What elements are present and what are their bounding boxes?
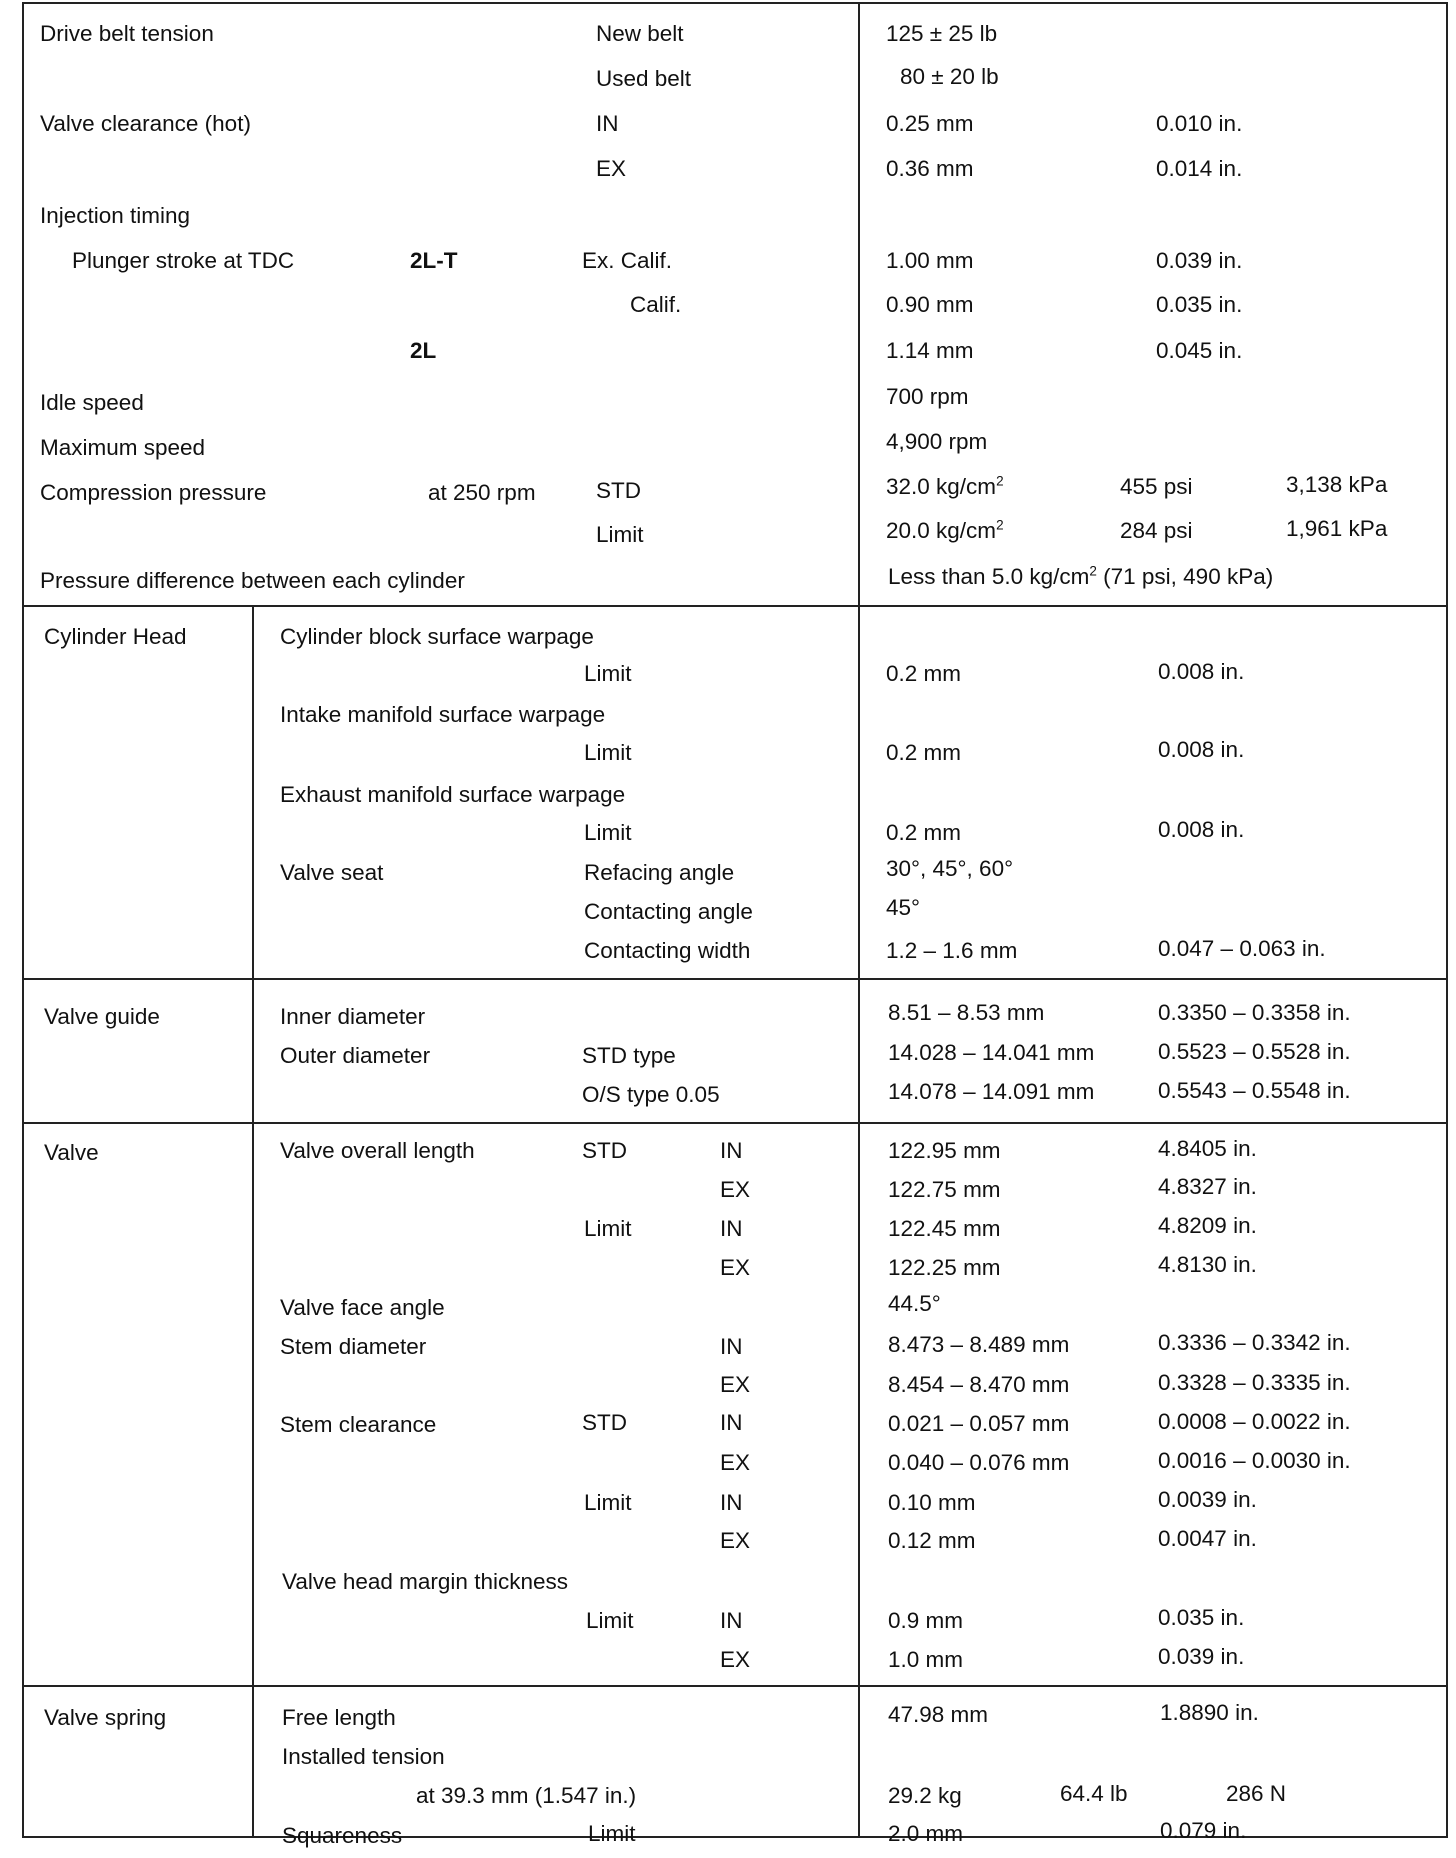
valve-clearance-in-inch: 0.010 in. — [1156, 111, 1243, 136]
value-column-divider — [858, 2, 860, 1836]
margin-ex-mm: 1.0 mm — [888, 1647, 964, 1672]
ex-calif-inch: 0.039 in. — [1156, 248, 1243, 273]
drive-belt-label: Drive belt tension — [40, 21, 214, 46]
os-type-mm: 14.078 – 14.091 mm — [888, 1079, 1095, 1104]
block-warpage-limit: Limit — [584, 661, 632, 686]
new-belt-label: New belt — [596, 21, 684, 46]
section-divider — [22, 978, 1446, 980]
installed-tension-at: at 39.3 mm (1.547 in.) — [416, 1783, 637, 1808]
compression-rpm: at 250 rpm — [428, 480, 536, 505]
margin-limit-label: Limit — [586, 1608, 634, 1633]
stem-in-label: IN — [720, 1334, 743, 1359]
squareness-limit-label: Limit — [588, 1821, 636, 1846]
compression-limit-kg: 20.0 $kg/cm^2$ — [886, 517, 1004, 543]
contacting-width-inch: 0.047 – 0.063 in. — [1158, 936, 1326, 961]
std-type-inch: 0.5523 – 0.5528 in. — [1158, 1039, 1351, 1064]
contacting-angle-value: 45° — [886, 895, 921, 920]
overall-std-label: STD — [582, 1138, 627, 1163]
outer-diameter-label: Outer diameter — [280, 1043, 431, 1068]
exhaust-warpage-mm: 0.2 mm — [886, 820, 962, 845]
clearance-std-ex-mm: 0.040 – 0.076 mm — [888, 1450, 1070, 1475]
valve-clearance-ex-label: EX — [596, 156, 627, 181]
stem-in-mm: 8.473 – 8.489 mm — [888, 1332, 1070, 1357]
inner-diameter-label: Inner diameter — [280, 1004, 426, 1029]
category-column-divider — [252, 605, 254, 1836]
model-2lt: 2L-T — [410, 248, 458, 273]
ex-calif-label: Ex. Calif. — [582, 248, 673, 273]
max-speed-label: Maximum speed — [40, 435, 206, 460]
exhaust-warpage-limit: Limit — [584, 820, 632, 845]
installed-tension-label: Installed tension — [282, 1744, 445, 1769]
clearance-limit-ex-label: EX — [720, 1528, 751, 1553]
overall-limit-in-label: IN — [720, 1216, 743, 1241]
exhaust-warpage-inch: 0.008 in. — [1158, 817, 1245, 842]
intake-warpage-inch: 0.008 in. — [1158, 737, 1245, 762]
margin-in-label: IN — [720, 1608, 743, 1633]
refacing-angle-label: Refacing angle — [584, 860, 735, 885]
cylinder-head-label: Cylinder Head — [44, 624, 187, 649]
exhaust-warpage-label: Exhaust manifold surface warpage — [280, 782, 626, 807]
compression-std-psi: 455 psi — [1120, 474, 1193, 499]
contacting-width-label: Contacting width — [584, 938, 751, 963]
used-belt-label: Used belt — [596, 66, 692, 91]
compression-std-label: STD — [596, 478, 641, 503]
clearance-limit-in-mm: 0.10 mm — [888, 1490, 976, 1515]
valve-clearance-in-mm: 0.25 mm — [886, 111, 974, 136]
overall-limit-in-inch: 4.8209 in. — [1158, 1213, 1257, 1238]
section-divider — [22, 1685, 1446, 1687]
inner-diameter-inch: 0.3350 – 0.3358 in. — [1158, 1000, 1351, 1025]
clearance-std-in-label: IN — [720, 1410, 743, 1435]
intake-warpage-limit: Limit — [584, 740, 632, 765]
overall-std-ex-mm: 122.75 mm — [888, 1177, 1001, 1202]
compression-limit-psi: 284 psi — [1120, 518, 1193, 543]
margin-in-inch: 0.035 in. — [1158, 1605, 1245, 1630]
idle-speed-label: Idle speed — [40, 390, 144, 415]
margin-in-mm: 0.9 mm — [888, 1608, 964, 1633]
compression-limit-kpa: 1,961 kPa — [1286, 516, 1388, 541]
model-2l-inch: 0.045 in. — [1156, 338, 1243, 363]
clearance-limit-ex-inch: 0.0047 in. — [1158, 1526, 1257, 1551]
std-type-label: STD type — [582, 1043, 676, 1068]
pressure-diff-value: Less than 5.0 $kg/cm^2$ (71 psi, 490 kPa) — [888, 563, 1274, 589]
inner-diameter-mm: 8.51 – 8.53 mm — [888, 1000, 1045, 1025]
face-angle-label: Valve face angle — [280, 1295, 445, 1320]
margin-ex-inch: 0.039 in. — [1158, 1644, 1245, 1669]
compression-limit-label: Limit — [596, 522, 644, 547]
free-length-mm: 47.98 mm — [888, 1702, 989, 1727]
compression-label: Compression pressure — [40, 480, 267, 505]
pressure-diff-label: Pressure difference between each cylinder — [40, 568, 465, 593]
injection-timing-label: Injection timing — [40, 203, 191, 228]
section-divider — [22, 605, 1446, 607]
overall-limit-ex-inch: 4.8130 in. — [1158, 1252, 1257, 1277]
installed-tension-lb: 64.4 lb — [1060, 1781, 1128, 1806]
os-type-inch: 0.5543 – 0.5548 in. — [1158, 1078, 1351, 1103]
block-warpage-label: Cylinder block surface warpage — [280, 624, 594, 649]
clearance-limit-label: Limit — [584, 1490, 632, 1515]
max-speed-value: 4,900 rpm — [886, 429, 988, 454]
overall-std-ex-inch: 4.8327 in. — [1158, 1174, 1257, 1199]
clearance-std-ex-label: EX — [720, 1450, 751, 1475]
squareness-label: Squareness — [282, 1823, 403, 1848]
stem-clearance-label: Stem clearance — [280, 1412, 437, 1437]
idle-speed-value: 700 rpm — [886, 384, 969, 409]
squareness-inch: 0.079 in. — [1160, 1818, 1247, 1843]
free-length-inch: 1.8890 in. — [1160, 1700, 1259, 1725]
compression-std-kg: 32.0 $kg/cm^2$ — [886, 473, 1004, 499]
overall-limit-ex-mm: 122.25 mm — [888, 1255, 1001, 1280]
calif-label: Calif. — [630, 292, 682, 317]
valve-label: Valve — [44, 1140, 99, 1165]
valve-seat-label: Valve seat — [280, 860, 384, 885]
overall-std-in-mm: 122.95 mm — [888, 1138, 1001, 1163]
valve-spring-label: Valve spring — [44, 1705, 167, 1730]
overall-length-label: Valve overall length — [280, 1138, 475, 1163]
overall-std-in-label: IN — [720, 1138, 743, 1163]
clearance-std-label: STD — [582, 1410, 627, 1435]
margin-ex-label: EX — [720, 1647, 751, 1672]
contacting-width-mm: 1.2 – 1.6 mm — [886, 938, 1018, 963]
clearance-limit-ex-mm: 0.12 mm — [888, 1528, 976, 1553]
free-length-label: Free length — [282, 1705, 396, 1730]
ex-calif-mm: 1.00 mm — [886, 248, 974, 273]
stem-ex-mm: 8.454 – 8.470 mm — [888, 1372, 1070, 1397]
intake-warpage-mm: 0.2 mm — [886, 740, 962, 765]
clearance-std-in-mm: 0.021 – 0.057 mm — [888, 1411, 1070, 1436]
clearance-std-in-inch: 0.0008 – 0.0022 in. — [1158, 1409, 1351, 1434]
stem-diameter-label: Stem diameter — [280, 1334, 427, 1359]
installed-tension-kg: 29.2 kg — [888, 1783, 962, 1808]
contacting-angle-label: Contacting angle — [584, 899, 753, 924]
squareness-mm: 2.0 mm — [888, 1821, 964, 1846]
intake-warpage-label: Intake manifold surface warpage — [280, 702, 606, 727]
overall-limit-label: Limit — [584, 1216, 632, 1241]
clearance-limit-in-inch: 0.0039 in. — [1158, 1487, 1257, 1512]
overall-std-in-inch: 4.8405 in. — [1158, 1136, 1257, 1161]
os-type-label: O/S type 0.05 — [582, 1082, 720, 1107]
installed-tension-n: 286 N — [1226, 1781, 1287, 1806]
refacing-angle-value: 30°, 45°, 60° — [886, 856, 1014, 881]
block-warpage-mm: 0.2 mm — [886, 661, 962, 686]
calif-inch: 0.035 in. — [1156, 292, 1243, 317]
valve-clearance-label: Valve clearance (hot) — [40, 111, 251, 136]
overall-limit-ex-label: EX — [720, 1255, 751, 1280]
model-2l: 2L — [410, 338, 437, 363]
compression-std-kpa: 3,138 kPa — [1286, 472, 1388, 497]
clearance-std-ex-inch: 0.0016 – 0.0030 in. — [1158, 1448, 1351, 1473]
new-belt-value: 125 ± 25 lb — [886, 21, 998, 46]
clearance-limit-in-label: IN — [720, 1490, 743, 1515]
section-divider — [22, 1122, 1446, 1124]
std-type-mm: 14.028 – 14.041 mm — [888, 1040, 1095, 1065]
valve-clearance-ex-mm: 0.36 mm — [886, 156, 974, 181]
block-warpage-inch: 0.008 in. — [1158, 659, 1245, 684]
valve-clearance-in-label: IN — [596, 111, 619, 136]
model-2l-mm: 1.14 mm — [886, 338, 974, 363]
plunger-stroke-label: Plunger stroke at TDC — [72, 248, 295, 273]
face-angle-value: 44.5° — [888, 1291, 941, 1316]
valve-guide-label: Valve guide — [44, 1004, 160, 1029]
stem-ex-inch: 0.3328 – 0.3335 in. — [1158, 1370, 1351, 1395]
calif-mm: 0.90 mm — [886, 292, 974, 317]
overall-std-ex-label: EX — [720, 1177, 751, 1202]
valve-clearance-ex-inch: 0.014 in. — [1156, 156, 1243, 181]
used-belt-value: 80 ± 20 lb — [900, 64, 999, 89]
stem-ex-label: EX — [720, 1372, 751, 1397]
overall-limit-in-mm: 122.45 mm — [888, 1216, 1001, 1241]
stem-in-inch: 0.3336 – 0.3342 in. — [1158, 1330, 1351, 1355]
margin-thickness-label: Valve head margin thickness — [282, 1569, 568, 1594]
